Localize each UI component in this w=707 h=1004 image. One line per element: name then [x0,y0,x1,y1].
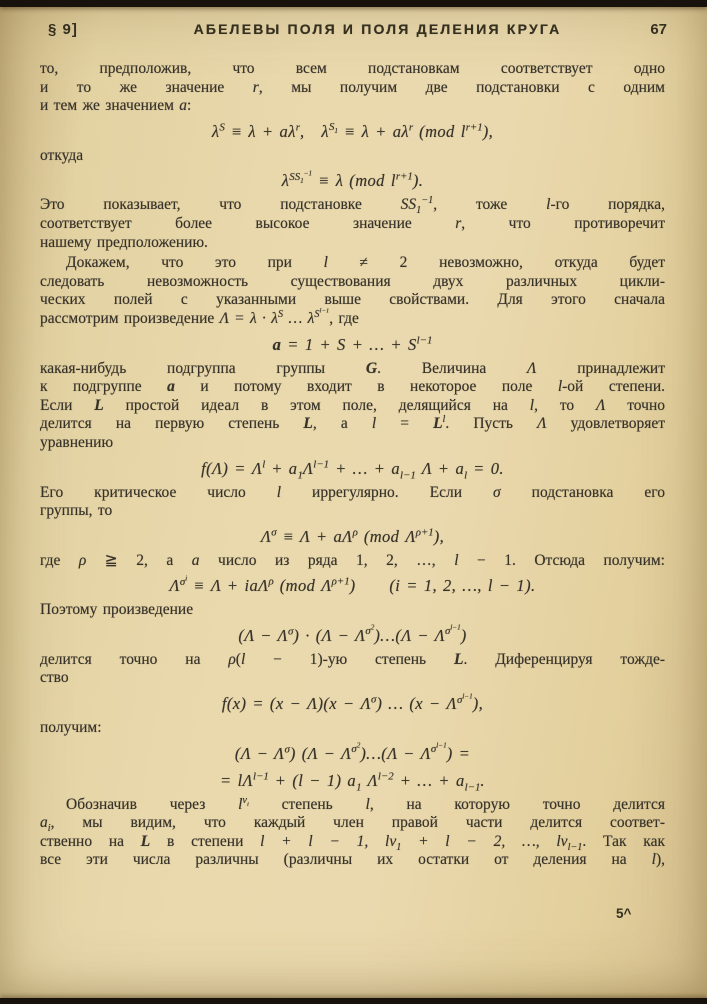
section-number: § 9] [48,21,78,38]
text-line: то, предположив, что всем подстановкам соответствует одно [40,60,665,77]
paragraph [40,719,665,738]
fraktur-letter: a [167,378,175,396]
running-title: АБЕЛЕВЫ ПОЛЯ И ПОЛЯ ДЕЛЕНИЯ КРУГА [193,21,562,37]
paragraph [40,796,665,870]
paragraph [40,60,665,116]
display-formula: a = 1 + S + … + $S^{l-1}$ [272,334,433,354]
text-line: Если L простой идеал в этом поле, делящийся на l, то Λ точно [40,396,665,414]
paragraph [40,254,665,328]
fraktur-letter: L [433,415,443,433]
text-line: получим: [40,719,102,737]
scan-bottom-edge [0,998,707,1004]
display-formula: $f(\Lambda) = \Lambda^l + a_1\Lambda^{l-1}$ + … + $a_{l-1}$ $\Lambda + a_l = 0$. [201,458,504,481]
text-line: и то же значение r, мы получим две подстановки с одним [40,78,665,96]
scan-top-edge [0,0,707,7]
text-line: делится точно на ρ(l − 1)-ую степень L. Диференцируя тожде- [40,650,665,668]
text-line: какая-нибудь подгруппа группы G. Величина Λ принадлежит [40,359,665,377]
display-formula: $(\Lambda - \Lambda^\sigma)$ $(\Lambda - \Lambda^{\sigma^2})\dots(\Lambda - \Lambda^{\sigma^{l-1}})$ = [234,741,471,763]
text-line: следовать невозможность существования двух различных цикли- [40,272,665,290]
display-formula: = $l\Lambda^{l-1} + (l - 1)$ $a_1$ $\Lambda^{l-2}$ + … + $a_{l-1}$. [220,770,485,793]
fraktur-letter: L [303,415,313,433]
paragraph [40,601,665,620]
text-line: группы, то [40,502,113,520]
page-header [48,21,667,38]
text-line: уравнению [40,433,114,451]
text-line: ство [40,669,69,687]
page-body [40,60,665,870]
text-line: все эти числа различны (различны их остатки от деления на l), [40,851,665,869]
fraktur-letter: L [94,396,104,414]
display-formula: $f(x) = (x - \Lambda)(x - \Lambda^\sigma)$ … $(x - \Lambda^{\sigma^{l-1}})$, [221,691,484,714]
text-line: делится на первую степень L, а $l = L^l$. Пусть Λ удовлетворяет [40,414,665,433]
paragraph [40,484,665,521]
paragraph [40,651,665,688]
text-line: нашему предположению. [40,233,208,251]
text-line: соответствует более высокое значение r, что противоречит [40,214,665,232]
fraktur-letter: L [140,832,151,850]
text-line: Это показывает, что подстановке $SS_1^{-1}$, тоже l-го порядка, [40,195,666,217]
page-number: 67 [650,21,667,38]
fraktur-letter: L [453,650,464,668]
display-formula: $\Lambda^\sigma \equiv \Lambda + a\Lambda^\rho$ (mod $\Lambda^{\rho+1}$), [260,526,445,546]
display-formula: $\lambda^{SS_1^{-1}} \equiv \lambda$ (mod $l^{r+1}$). [281,169,424,191]
display-formula: $\Lambda^{\sigma^i} \equiv \Lambda + ia\Lambda^\rho$ (mod $\Lambda^{\rho+1}$) (i = 1, 2, …, l − 1). [169,574,536,596]
text-line: и тем же значением a: [40,97,192,115]
display-formula: $\lambda^S \equiv \lambda + a\lambda^r$, $\lambda^{S_1} \equiv \lambda + a\lambda^r$ (mod $l^{r+1}$), [211,121,494,141]
text-line: Обозначив через $l^{v_i}$ степень l, на которую точно делится [66,794,665,813]
text-line: Его критическое число l иррегулярно. Если σ подстановка его [40,483,665,501]
text-line: откуда [40,146,84,164]
paragraph [40,147,665,166]
text-line: рассмотрим произведение $\Lambda = \lambda \cdot \lambda^S$ … $\lambda^{S^{l-1}}$, где [40,307,359,327]
display-formula: $(\Lambda - \Lambda^\sigma) \cdot (\Lambda$ − $\Lambda^{\sigma^2})\dots(\Lambda - \Lambda^{\sigma^{l-1}})$ [238,623,467,645]
text-line: Поэтому произведение [40,601,194,619]
text-line: Докажем, что это при l ≠ 2 невозможно, откуда будет [66,254,665,272]
text-line: к подгруппе a и потому входит в некоторое поле l-ой степени. [40,378,665,396]
paragraph [40,552,665,571]
text-line: ственно на L в степени l + l − 1, $lv_1 + l - 2$, …, $lv_{l-1}$. Так как [40,832,665,853]
paragraph [40,360,665,453]
text-line: где ρ ≧ 2, а a число из ряда 1, 2, …, l − 1. Отсюда получим: [40,551,665,569]
paragraph [40,196,665,252]
text-line: $a_i$, мы видим, что каждый член правой части делится соответ- [40,814,665,835]
text-line: ческих полей с указанными выше свойствами. Для этого сначала [40,291,665,309]
fraktur-letter: G [365,359,378,377]
signature-mark: 5^ [616,906,632,921]
fraktur-letter: a [272,334,282,354]
